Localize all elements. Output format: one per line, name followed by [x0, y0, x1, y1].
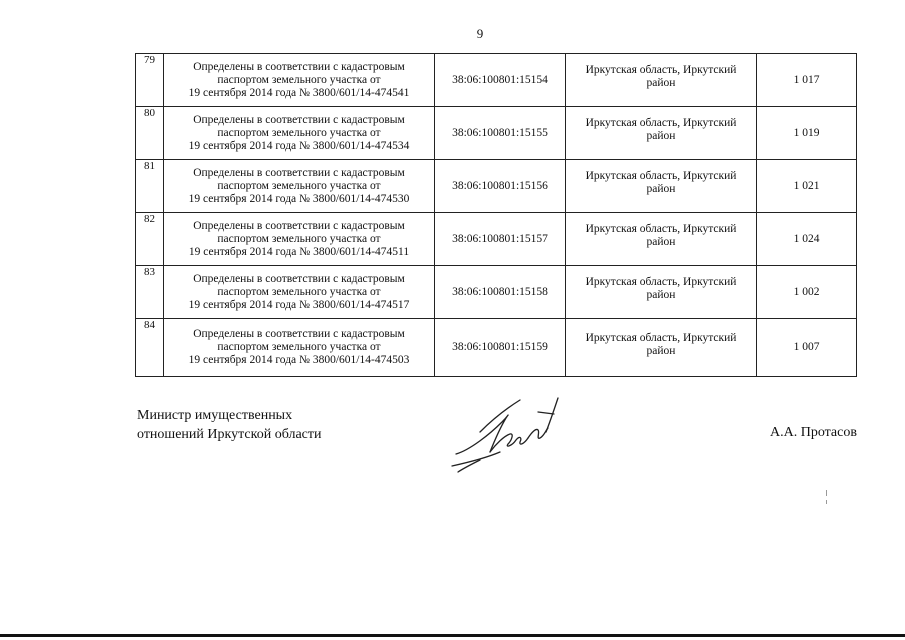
address-line: Иркутская область, Иркутский	[585, 170, 737, 182]
description-cell	[164, 54, 435, 107]
description-line: Определены в соответствии с кадастровым	[193, 272, 405, 285]
description-line: 19 сентября 2014 года № 3800/601/14-474541	[188, 86, 410, 99]
row-number: 84	[136, 319, 164, 377]
row-number: 80	[136, 107, 164, 160]
description-cell	[164, 213, 435, 266]
address-line: район	[646, 344, 676, 357]
area-value: 1 017	[757, 54, 857, 107]
address-cell	[566, 266, 757, 319]
table-row	[136, 54, 857, 107]
table-row	[136, 319, 857, 377]
description-line: Определены в соответствии с кадастровым	[193, 328, 405, 340]
cadastral-number: 38:06:100801:15158	[435, 266, 566, 319]
address-line: Иркутская область, Иркутский	[585, 276, 737, 288]
description-line: паспортом земельного участка от	[217, 73, 381, 86]
address-line: район	[646, 130, 676, 142]
address-line: Иркутская область, Иркутский	[585, 331, 737, 344]
table-row	[136, 160, 857, 213]
description-line: паспортом земельного участка от	[217, 285, 381, 298]
description-line: Определены в соответствии с кадастровым	[193, 60, 405, 73]
signatory-position	[137, 406, 322, 444]
table-row	[136, 266, 857, 319]
cadastral-number: 38:06:100801:15157	[435, 213, 566, 266]
row-number: 79	[136, 54, 164, 107]
row-number: 82	[136, 213, 164, 266]
description-line: паспортом земельного участка от	[217, 126, 381, 139]
scan-speck	[826, 500, 827, 504]
handwritten-signature	[450, 392, 570, 474]
scan-speck	[826, 490, 827, 496]
land-plots-table	[135, 53, 857, 377]
description-line: 19 сентября 2014 года № 3800/601/14-474534	[188, 139, 410, 152]
address-line: район	[646, 236, 676, 248]
address-cell	[566, 160, 757, 213]
description-line: 19 сентября 2014 года № 3800/601/14-474530	[188, 192, 410, 205]
description-line: Определены в соответствии с кадастровым	[193, 113, 405, 126]
description-line: паспортом земельного участка от	[217, 179, 381, 192]
area-value: 1 007	[757, 319, 857, 377]
cadastral-number: 38:06:100801:15156	[435, 160, 566, 213]
cadastral-number: 38:06:100801:15154	[435, 54, 566, 107]
cadastral-number: 38:06:100801:15159	[435, 319, 566, 377]
description-cell	[164, 107, 435, 160]
page-edge-line	[0, 634, 905, 637]
table-row	[136, 107, 857, 160]
description-line: 19 сентября 2014 года № 3800/601/14-474517	[188, 298, 410, 311]
description-cell	[164, 160, 435, 213]
description-line: паспортом земельного участка от	[217, 341, 381, 353]
area-value: 1 024	[757, 213, 857, 266]
position-line: Министр имущественных	[137, 408, 293, 423]
address-line: район	[646, 77, 676, 89]
page-number: 9	[476, 26, 484, 41]
address-line: Иркутская область, Иркутский	[585, 64, 737, 76]
description-line: 19 сентября 2014 года № 3800/601/14-474511	[188, 245, 410, 258]
address-cell	[566, 107, 757, 160]
description-line: 19 сентября 2014 года № 3800/601/14-474503	[188, 354, 410, 366]
row-number: 81	[136, 160, 164, 213]
cadastral-number: 38:06:100801:15155	[435, 107, 566, 160]
description-cell	[164, 319, 435, 377]
address-line: район	[646, 183, 676, 195]
address-cell	[566, 319, 757, 377]
table-row	[136, 213, 857, 266]
position-line: отношений Иркутской области	[137, 427, 322, 442]
signatory-name: А.А. Протасов	[770, 425, 857, 440]
row-number: 83	[136, 266, 164, 319]
description-cell	[164, 266, 435, 319]
area-value: 1 019	[757, 107, 857, 160]
description-line: паспортом земельного участка от	[217, 232, 381, 245]
description-line: Определены в соответствии с кадастровым	[193, 166, 405, 179]
address-cell	[566, 213, 757, 266]
address-line: район	[646, 289, 676, 301]
address-line: Иркутская область, Иркутский	[585, 117, 737, 129]
area-value: 1 021	[757, 160, 857, 213]
description-line: Определены в соответствии с кадастровым	[193, 219, 405, 232]
address-line: Иркутская область, Иркутский	[585, 223, 737, 235]
area-value: 1 002	[757, 266, 857, 319]
address-cell	[566, 54, 757, 107]
